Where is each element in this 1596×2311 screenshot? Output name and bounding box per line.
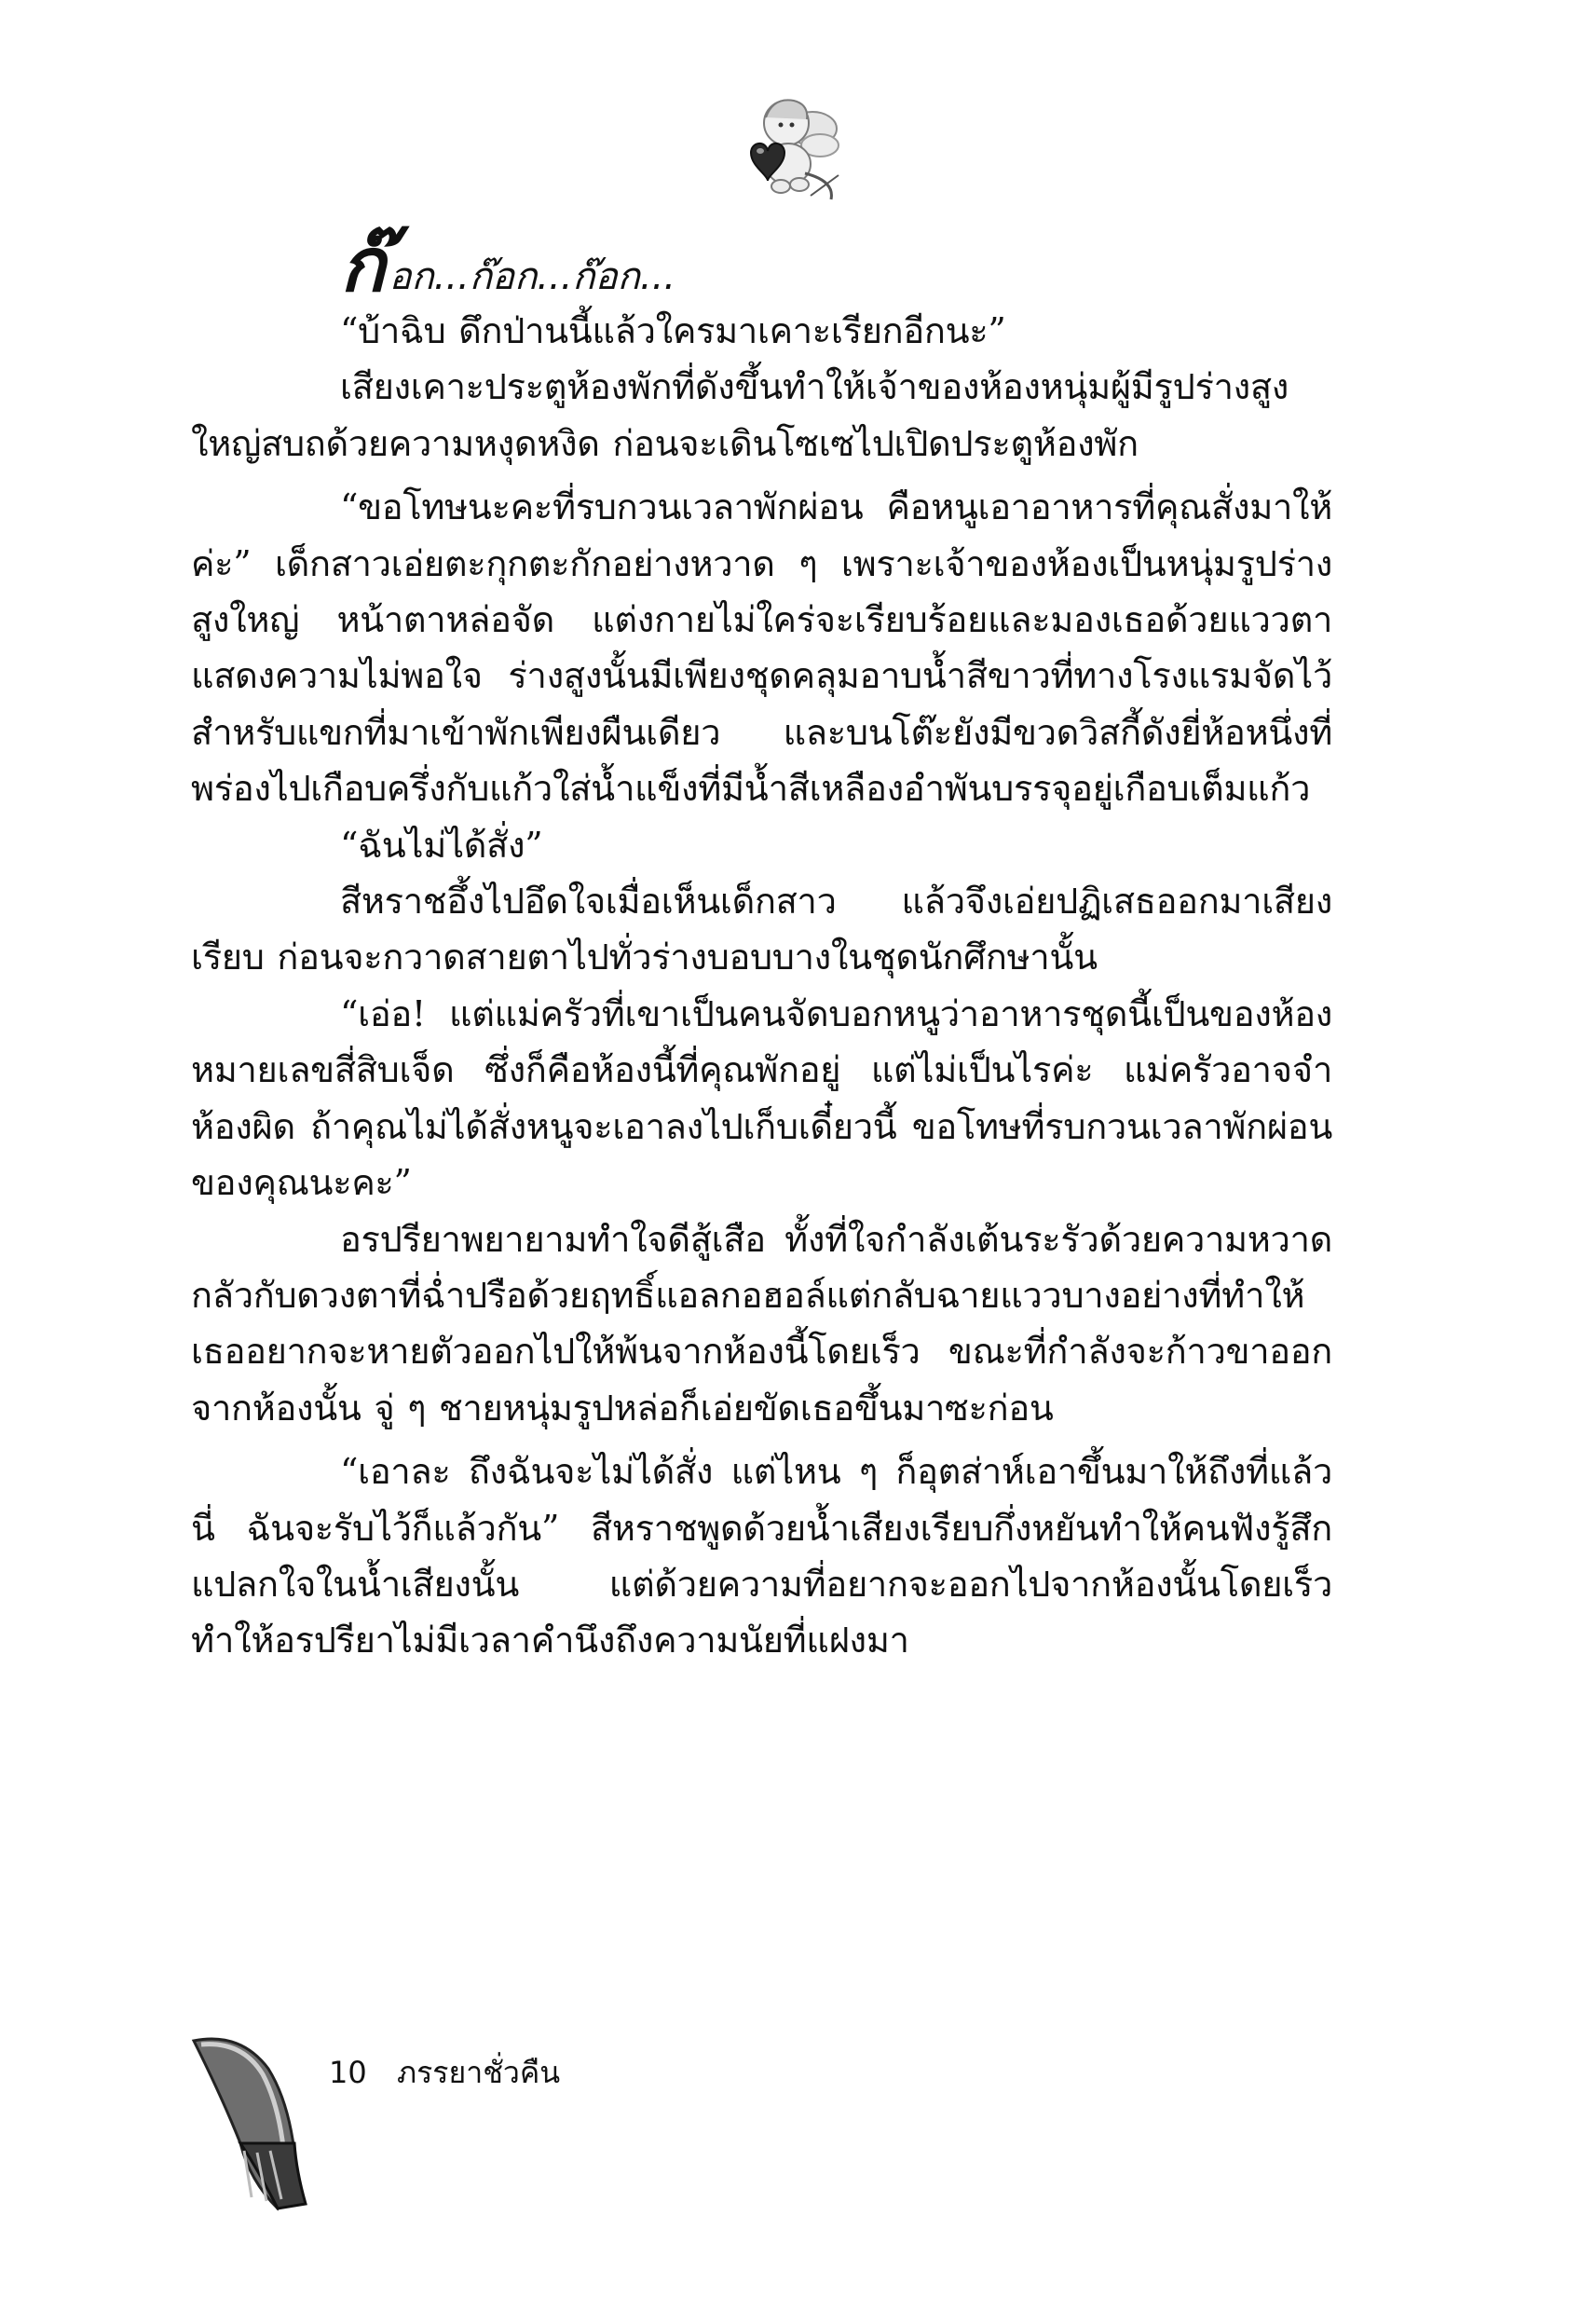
cupid-holding-heart-icon (708, 84, 857, 205)
paragraph-3: “ขอโทษนะคะที่รบกวนเวลาพักผ่อน คือหนูเอาอาหารที่คุณสั่งมาให้ค่ะ” เด็กสาวเอ่ยตะกุกตะกักอย่างหวาด ๆ เพราะเจ้าของห้องเป็นหนุ่มรูปร่างสูงใหญ่ หน้าตาหล่อจัด แต่งกายไม่ใคร่จะเรียบร้อยและมองเธอด้วยแววตาแสดงความไม่พอใจ ร่างสูงนั้นมีเพียงชุดคลุมอาบน้ำสีขาวที่ทางโรงแรมจัดไว้สำหรับแขกที่มาเข้าพักเพียงผืนเดียว และบนโต๊ะยังมีขวดวิสกี้ดังยี่ห้อหนึ่งที่พร่องไปเกือบครึ่งกับแก้วใส่น้ำแข็งที่มีน้ำสีเหลืองอำพันบรรจุอยู่เกือบเต็มแก้ว (191, 486, 1332, 810)
shawl-figure-icon (184, 2031, 320, 2218)
paragraph-8: “เอาละ ถึงฉันจะไม่ได้สั่ง แต่ไหน ๆ ก็อุตส่าห์เอาขึ้นมาให้ถึงที่แล้วนี่ ฉันจะรับไว้ก็แล้วกัน” สีหราชพูดด้วยน้ำเสียงเรียบกึ่งหยันทำให้คนฟังรู้สึกแปลกใจในน้ำเสียงนั้น แต่ด้วยความที่อยากจะออกไปจากห้องนั้นโดยเร็วทำให้อรปรียาไม่มีเวลาคำนึงถึงความนัยที่แฝงมา (191, 1451, 1332, 1661)
paragraph-1: “บ้าฉิบ ดึกป่านนี้แล้วใครมาเคาะเรียกอีกนะ” (340, 310, 1006, 351)
paragraph-5: สีหราชอึ้งไปอึดใจเมื่อเห็นเด็กสาว แล้วจึงเอ่ยปฏิเสธออกมาเสียงเรียบ ก่อนจะกวาดสายตาไปทั่วร่างบอบบางในชุดนักศึกษานั้น (191, 881, 1332, 978)
paragraph-2: เสียงเคาะประตูห้องพักที่ดังขึ้นทำให้เจ้าของห้องหนุ่มผู้มีรูปร่างสูงใหญ่สบถด้วยความหงุดหงิด ก่อนจะเดินโซเซไปเปิดประตูห้องพัก (191, 366, 1289, 464)
drop-cap: ก๊ (340, 222, 386, 308)
paragraph-6: “เอ่อ! แต่แม่ครัวที่เขาเป็นคนจัดบอกหนูว่าอาหารชุดนี้เป็นของห้องหมายเลขสี่สิบเจ็ด ซึ่งก็คือห้องนี้ที่คุณพักอยู่ แต่ไม่เป็นไรค่ะ แม่ครัวอาจจำห้องผิด ถ้าคุณไม่ได้สั่งหนูจะเอาลงไปเก็บเดี๋ยวนี้ ขอโทษที่รบกวนเวลาพักผ่อนของคุณนะคะ” (191, 992, 1332, 1204)
opening-line: อก...ก๊อก...ก๊อก... (389, 255, 676, 298)
paragraph-4: “ฉันไม่ได้สั่ง” (340, 824, 543, 866)
book-title: ภรรยาชั่วคืน (397, 2055, 561, 2090)
paragraph-7: อรปรียาพยายามทำใจดีสู้เสือ ทั้งที่ใจกำลังเต้นระรัวด้วยความหวาดกลัวกับดวงตาที่ฉ่ำปรือด้วยฤทธิ์แอลกอฮอล์แต่กลับฉายแววบางอย่างที่ทำให้เธออยากจะหายตัวออกไปให้พ้นจากห้องนี้โดยเร็ว ขณะที่กำลังจะก้าวขาออกจากห้องนั้น จู่ ๆ ชายหนุ่มรูปหล่อก็เอ่ยขัดเธอขึ้นมาซะก่อน (191, 1218, 1332, 1429)
chapter-text (191, 210, 1332, 1669)
chapter-opening (191, 210, 1332, 308)
page-footer (184, 2031, 743, 2218)
page-number: 10 (329, 2055, 367, 2090)
